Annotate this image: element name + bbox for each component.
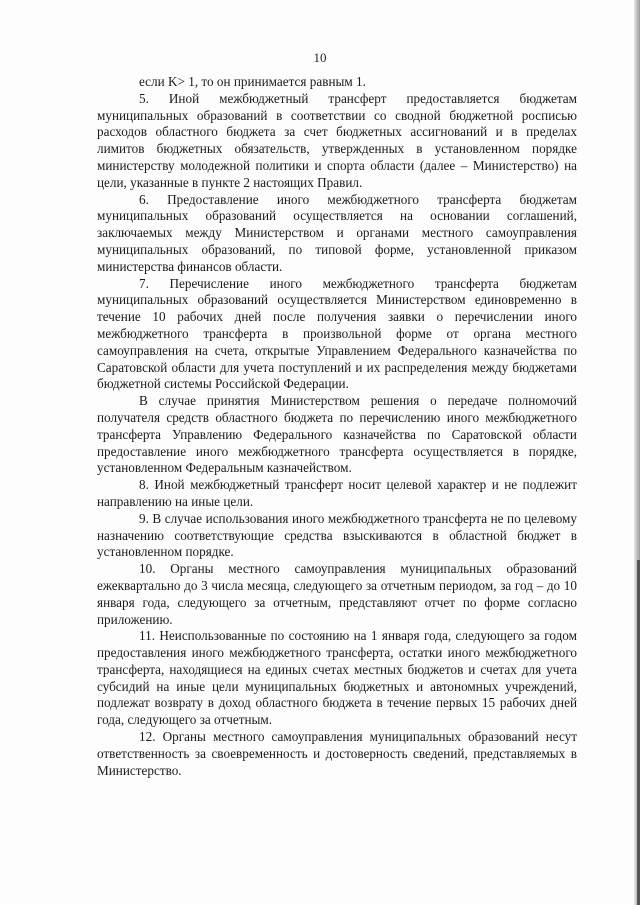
- paragraph-12: 12. Органы местного самоуправления муниципальных образований несут ответственность за своевременность и достоверность сведений, представляемых в Министерство.: [97, 729, 577, 778]
- paragraph-11: 11. Неиспользованные по состоянию на 1 января года, следующего за годом предоставления иного межбюджетного трансферта, остатки иного межбюджетного трансферта, находящиеся на единых счетах местных бюджетов и счетах для учета субсидий на иные цели муниципальных бюджетных и автономных учреждений, подлежат возврату в доход областного бюджета в течение первых 15 рабочих дней года, следующего за отчетным.: [97, 628, 577, 728]
- paragraph-7: 7. Перечисление иного межбюджетного трансферта бюджетам муниципальных образований осуществляется Министерством единовременно в течение 10 рабочих дней после получения заявки о перечислении иного межбюджетного трансферта в произвольной форме от органа местного самоуправления на счета, открытые Управлением Федерального казначейства по Саратовской области для учета поступлений и их распределения между бюджетами бюджетной системы Российской Федерации.: [97, 275, 577, 392]
- paragraph-5: 5. Иной межбюджетный трансферт предоставляется бюджетам муниципальных образований в соответствии со сводной бюджетной росписью расходов областного бюджета за счет бюджетных ассигнований и в пределах лимитов бюджетных обязательств, утвержденных в установленном порядке министерству молодежной политики и спорта области (далее – Министерство) на цели, указанные в пункте 2 настоящих Правил.: [97, 90, 577, 190]
- document-body: [97, 74, 577, 779]
- paragraph-8: 8. Иной межбюджетный трансферт носит целевой характер и не подлежит направлению на иные цели.: [97, 477, 577, 509]
- paragraph-9: 9. В случае использования иного межбюджетного трансферта не по целевому назначению соответствующие средства взыскиваются в областной бюджет в установленном порядке.: [97, 510, 577, 560]
- paragraph-7-continued: В случае принятия Министерством решения о передаче полномочий получателя средств областного бюджета по перечислению иного межбюджетного трансферта Управлению Федерального казначейства по Саратовской области предоставление иного межбюджетного трансферта осуществляется в порядке, установленном Федеральным казначейством.: [97, 393, 577, 476]
- paragraph-6: 6. Предоставление иного межбюджетного трансферта бюджетам муниципальных образований осуществляется на основании соглашений, заключаемых между Министерством и органами местного самоуправления муниципальных образований, по типовой форме, установленной приказом министерства финансов области.: [97, 191, 577, 274]
- page-number: 10: [313, 50, 327, 65]
- paragraph-intro: если K> 1, то он принимается равным 1.: [139, 74, 366, 89]
- paragraph-10: 10. Органы местного самоуправления муниципальных образований ежеквартально до 3 числа месяца, следующего за отчетным периодом, за год – до 10 января года, следующего за отчетным, представляют отчет по форме согласно приложению.: [97, 561, 577, 627]
